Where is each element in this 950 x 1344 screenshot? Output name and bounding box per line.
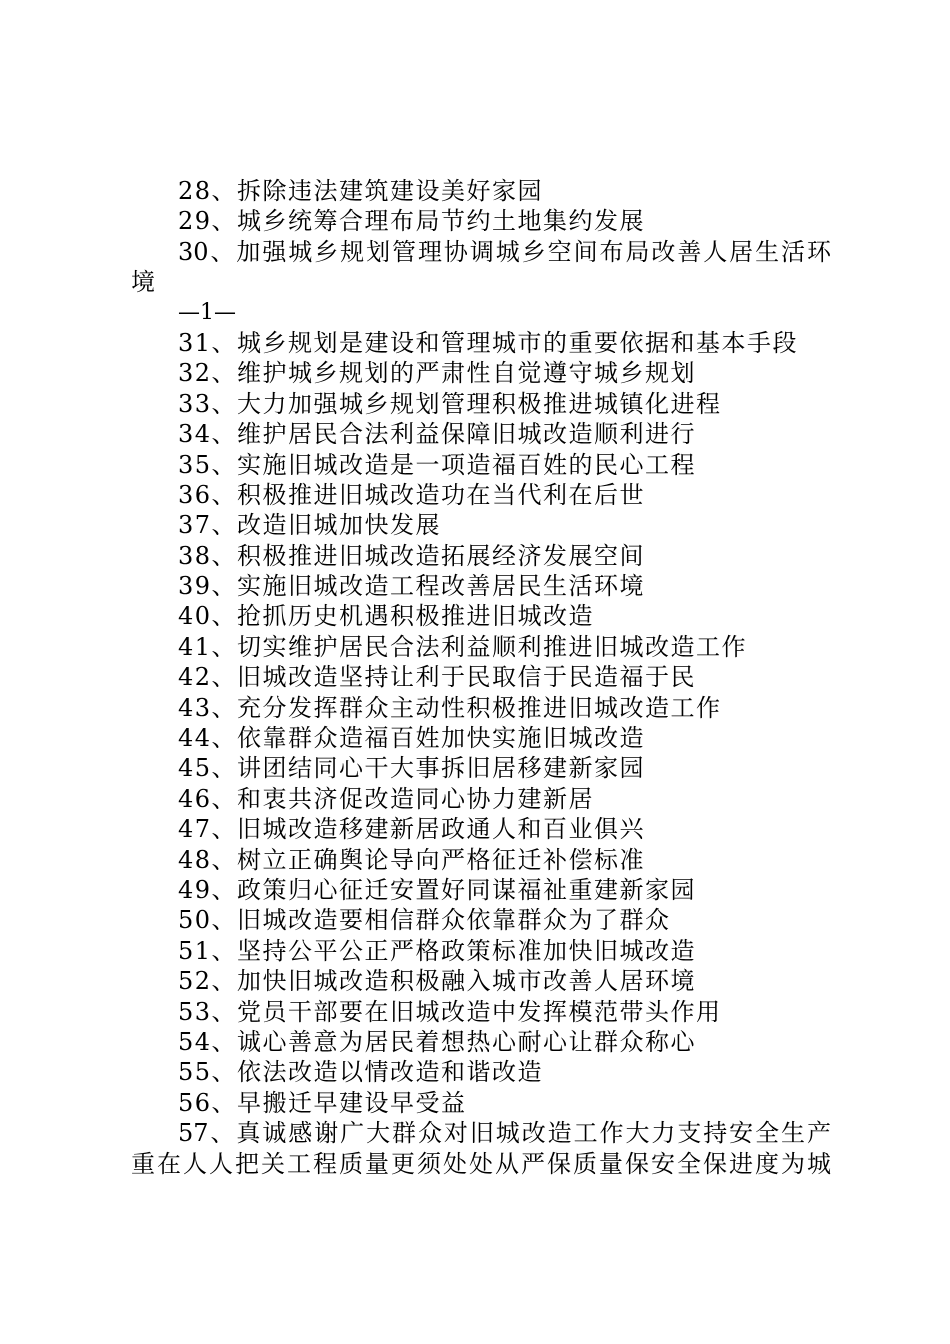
list-item-continuation: 境 <box>131 268 157 297</box>
list-item-continuation: 重在人人把关工程质量更须处处从严保质量保安全保进度为城 <box>131 1149 831 1178</box>
list-item: 47、旧城改造移建新居政通人和百业俱兴 <box>178 815 646 844</box>
list-item: 49、政策归心征迁安置好同谋福祉重建新家园 <box>178 875 697 904</box>
list-item: 51、坚持公平公正严格政策标准加快旧城改造 <box>178 936 697 965</box>
list-item: 29、城乡统筹合理布局节约土地集约发展 <box>178 207 646 236</box>
list-item: 45、讲团结同心干大事拆旧居移建新家园 <box>178 754 646 783</box>
list-item: 57、真诚感谢广大群众对旧城改造工作大力支持安全生产 <box>178 1119 831 1148</box>
list-item: 52、加快旧城改造积极融入城市改善人居环境 <box>178 967 697 996</box>
list-item: 42、旧城改造坚持让利于民取信于民造福于民 <box>178 663 697 692</box>
list-item: 30、加强城乡规划管理协调城乡空间布局改善人居生活环 <box>178 237 831 266</box>
list-item: 44、依靠群众造福百姓加快实施旧城改造 <box>178 724 646 753</box>
list-item: 33、大力加强城乡规划管理积极推进城镇化进程 <box>178 389 722 418</box>
list-item: 55、依法改造以情改造和谐改造 <box>178 1058 544 1087</box>
list-item: 54、诚心善意为居民着想热心耐心让群众称心 <box>178 1027 697 1056</box>
slogan-list <box>131 176 831 1179</box>
list-item: 31、城乡规划是建设和管理城市的重要依据和基本手段 <box>178 328 799 357</box>
list-item: 38、积极推进旧城改造拓展经济发展空间 <box>178 541 646 570</box>
list-item: 46、和衷共济促改造同心协力建新居 <box>178 784 595 813</box>
list-item: 40、抢抓历史机遇积极推进旧城改造 <box>178 602 595 631</box>
list-item: 41、切实维护居民合法利益顺利推进旧城改造工作 <box>178 632 748 661</box>
list-item: 34、维护居民合法利益保障旧城改造顺利进行 <box>178 420 697 449</box>
list-item: 48、树立正确舆论导向严格征迁补偿标准 <box>178 845 646 874</box>
list-item: 56、早搬迁早建设早受益 <box>178 1088 467 1117</box>
list-item: 53、党员干部要在旧城改造中发挥模范带头作用 <box>178 997 722 1026</box>
list-item: 36、积极推进旧城改造功在当代利在后世 <box>178 480 646 509</box>
list-item: 37、改造旧城加快发展 <box>178 511 442 540</box>
list-item: 32、维护城乡规划的严肃性自觉遵守城乡规划 <box>178 359 697 388</box>
list-item: 28、拆除违法建筑建设美好家园 <box>178 177 544 205</box>
page-number: —1— <box>178 299 236 325</box>
list-item: 39、实施旧城改造工程改善居民生活环境 <box>178 572 646 601</box>
list-item: 50、旧城改造要相信群众依靠群众为了群众 <box>178 906 671 935</box>
list-item: 43、充分发挥群众主动性积极推进旧城改造工作 <box>178 693 722 722</box>
list-item: 35、实施旧城改造是一项造福百姓的民心工程 <box>178 450 697 479</box>
